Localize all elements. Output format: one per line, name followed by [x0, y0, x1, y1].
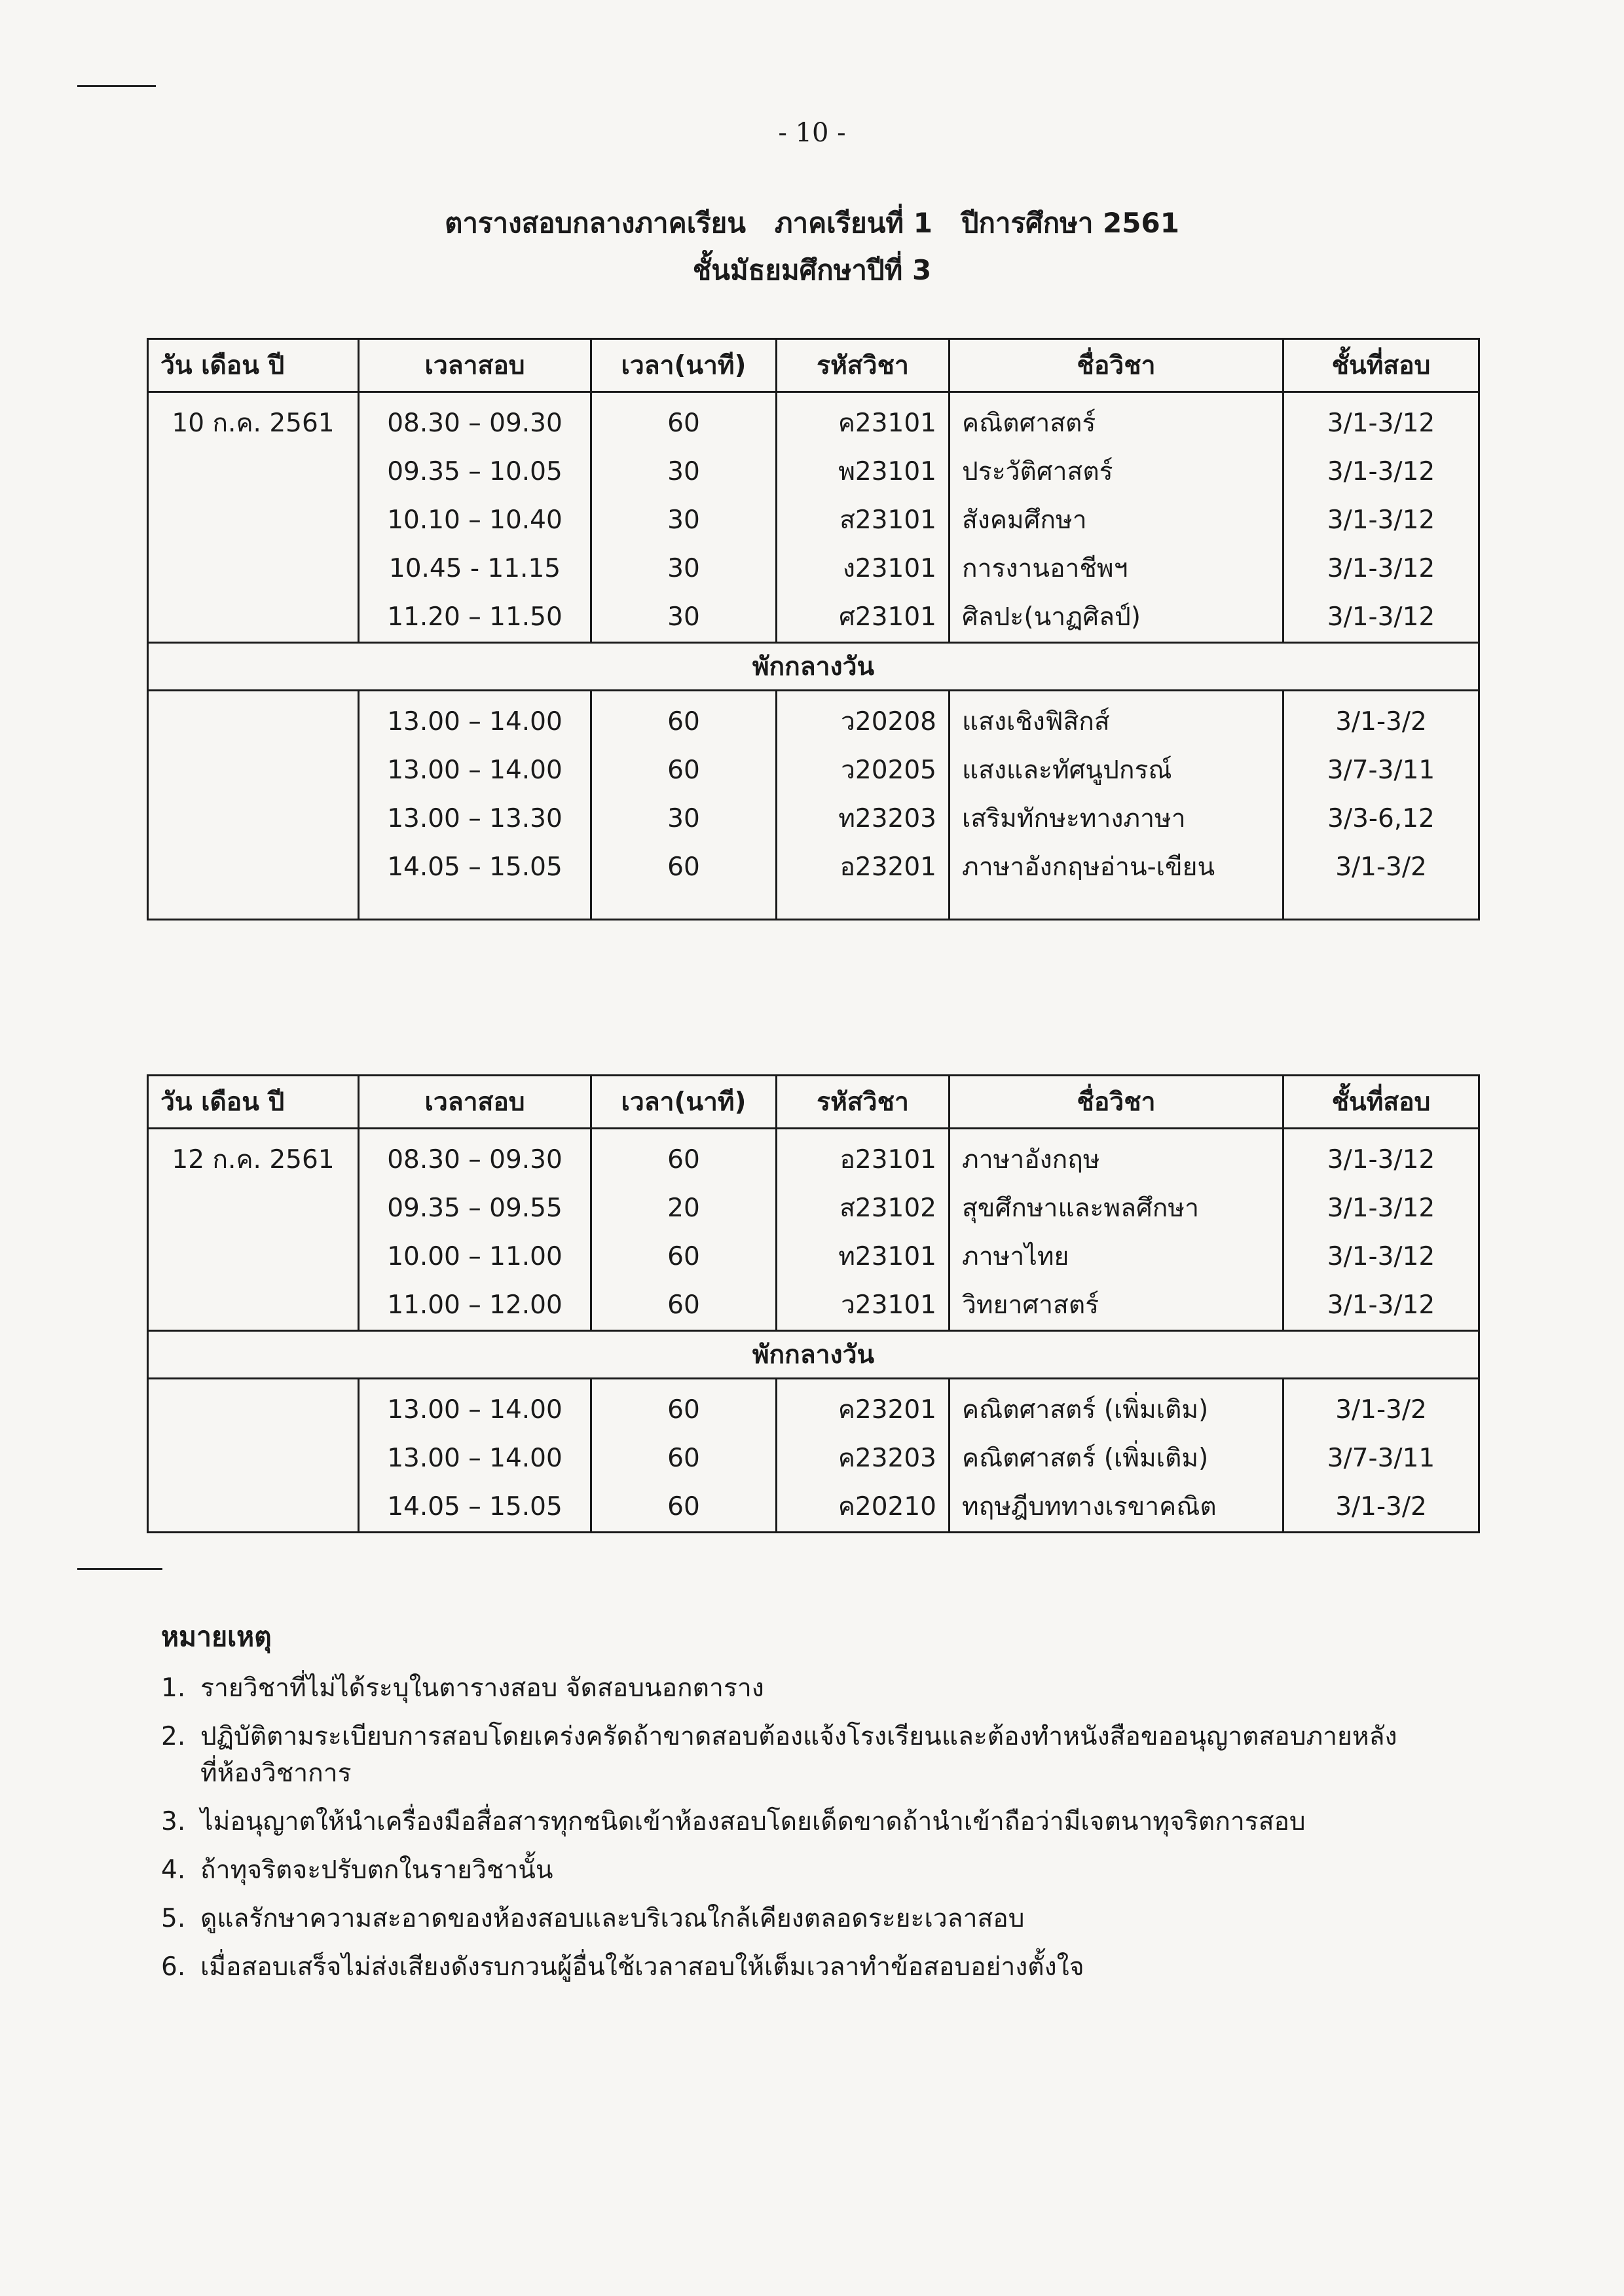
exam-time: 13.00 – 14.00: [387, 1395, 563, 1425]
time-cell: [359, 1379, 591, 1533]
exam-time: 13.00 – 14.00: [387, 1444, 563, 1473]
code-cell: [777, 1379, 950, 1533]
note-number: 2.: [161, 1722, 186, 1751]
note-item: [161, 1719, 1471, 1792]
exam-level: 3/7-3/11: [1327, 756, 1435, 785]
time-cell: [359, 392, 591, 643]
subject-code: ค23201: [838, 1395, 936, 1425]
table-row: [148, 691, 1479, 920]
table-row: [148, 1379, 1479, 1533]
header-subject: ชื่อวิชา: [950, 339, 1283, 392]
note-item: [161, 1804, 1471, 1840]
subject-code: ค20210: [838, 1492, 936, 1522]
subject-name: คณิตศาสตร์ (เพิ่มเติม): [962, 1395, 1209, 1425]
code-cell: [777, 691, 950, 920]
exam-level: 3/1-3/12: [1327, 1145, 1435, 1175]
exam-time: 11.00 – 12.00: [387, 1290, 563, 1320]
lunch-row: [148, 643, 1479, 691]
header-code: รหัสวิชา: [777, 1076, 950, 1129]
minutes-cell: [591, 691, 777, 920]
note-item: [161, 1670, 1471, 1707]
exam-level: 3/1-3/12: [1327, 602, 1435, 632]
subject-name: การงานอาชีพฯ: [962, 554, 1128, 583]
subject-name: ศิลปะ(นาฏศิลป์): [962, 602, 1141, 632]
exam-minutes: 60: [667, 852, 700, 882]
time-cell: [359, 1129, 591, 1331]
exam-minutes: 30: [667, 457, 700, 486]
header-minutes: เวลา(นาที): [591, 1076, 777, 1129]
notes-section: [161, 1616, 1471, 1997]
time-cell: [359, 691, 591, 920]
table-header-row: [148, 339, 1479, 392]
exam-minutes: 30: [667, 505, 700, 535]
exam-level: 3/1-3/12: [1327, 1242, 1435, 1271]
subject-name: วิทยาศาสตร์: [962, 1290, 1099, 1320]
subject-code: ส23102: [840, 1194, 936, 1223]
header-time: เวลาสอบ: [359, 339, 591, 392]
exam-time: 09.35 – 09.55: [387, 1194, 563, 1223]
subject-name: ภาษาอังกฤษอ่าน-เขียน: [962, 852, 1215, 882]
exam-time: 09.35 – 10.05: [387, 457, 563, 486]
header-subject: ชื่อวิชา: [950, 1076, 1283, 1129]
note-text: ปฏิบัติตามระเบียบการสอบโดยเคร่งครัดถ้าขาดสอบต้องแจ้งโรงเรียนและต้องทำหนังสือขออนุญาตสอบภายหลังที่ห้องวิชาการ: [200, 1722, 1397, 1788]
subject-code: ค23203: [838, 1444, 936, 1473]
exam-level: 3/3-6,12: [1327, 804, 1435, 833]
title-block: [0, 200, 1624, 294]
note-number: 6.: [161, 1952, 186, 1982]
header-minutes: เวลา(นาที): [591, 339, 777, 392]
exam-time: 13.00 – 14.00: [387, 756, 563, 785]
exam-level: 3/1-3/2: [1335, 1395, 1427, 1425]
level-cell: [1283, 1129, 1479, 1331]
subject-name: คณิตศาสตร์ (เพิ่มเติม): [962, 1444, 1209, 1473]
subject-code: ว23101: [841, 1290, 936, 1320]
exam-level: 3/1-3/2: [1335, 707, 1427, 737]
exam-time: 10.00 – 11.00: [387, 1242, 563, 1271]
exam-level: 3/1-3/12: [1327, 409, 1435, 438]
note-item: [161, 1949, 1471, 1986]
exam-time: 13.00 – 13.30: [387, 804, 563, 833]
lunch-break-label: พักกลางวัน: [148, 1331, 1479, 1379]
subject-cell: [950, 392, 1283, 643]
note-text: ดูแลรักษาความสะอาดของห้องสอบและบริเวณใกล้เคียงตลอดระยะเวลาสอบ: [200, 1904, 1025, 1933]
exam-minutes: 60: [667, 756, 700, 785]
subject-cell: [950, 1379, 1283, 1533]
level-cell: [1283, 691, 1479, 920]
minutes-cell: [591, 1129, 777, 1331]
exam-minutes: 60: [667, 1290, 700, 1320]
subject-name: เสริมทักษะทางภาษา: [962, 804, 1186, 833]
header-time: เวลาสอบ: [359, 1076, 591, 1129]
exam-table-day2: [147, 1074, 1480, 1533]
note-text: รายวิชาที่ไม่ได้ระบุในตารางสอบ จัดสอบนอกตาราง: [200, 1673, 764, 1703]
note-item: [161, 1852, 1471, 1889]
subject-name: แสงและทัศนูปกรณ์: [962, 756, 1172, 785]
date-cell: [148, 1129, 359, 1331]
subject-code: อ23101: [840, 1145, 936, 1175]
date-cell: [148, 1379, 359, 1533]
exam-time: 10.45 - 11.15: [388, 554, 561, 583]
exam-minutes: 20: [667, 1194, 700, 1223]
date-cell: [148, 392, 359, 643]
subject-code: ศ23101: [839, 602, 936, 632]
exam-minutes: 60: [667, 1492, 700, 1522]
note-text: เมื่อสอบเสร็จไม่ส่งเสียงดังรบกวนผู้อื่นใช้เวลาสอบให้เต็มเวลาทำข้อสอบอย่างตั้งใจ: [200, 1952, 1084, 1982]
page-title: ตารางสอบกลางภาคเรียน ภาคเรียนที่ 1 ปีการศึกษา 2561: [445, 207, 1179, 239]
subject-cell: [950, 691, 1283, 920]
exam-level: 3/1-3/12: [1327, 1194, 1435, 1223]
exam-minutes: 60: [667, 707, 700, 737]
subject-cell: [950, 1129, 1283, 1331]
subject-code: ว20208: [841, 707, 936, 737]
subject-code: ท23203: [838, 804, 936, 833]
subject-name: คณิตศาสตร์: [962, 409, 1096, 438]
code-cell: [777, 1129, 950, 1331]
table-header-row: [148, 1076, 1479, 1129]
subject-code: ท23101: [838, 1242, 936, 1271]
minutes-cell: [591, 392, 777, 643]
lunch-row: [148, 1331, 1479, 1379]
exam-minutes: 30: [667, 602, 700, 632]
exam-level: 3/1-3/12: [1327, 1290, 1435, 1320]
exam-time: 10.10 – 10.40: [387, 505, 563, 535]
exam-minutes: 30: [667, 554, 700, 583]
header-level: ชั้นที่สอบ: [1283, 339, 1479, 392]
exam-time: 13.00 – 14.00: [387, 707, 563, 737]
exam-minutes: 30: [667, 804, 700, 833]
date-cell: [148, 691, 359, 920]
subject-code: ว20205: [841, 756, 936, 785]
table-row: [148, 1129, 1479, 1331]
exam-level: 3/1-3/12: [1327, 505, 1435, 535]
subject-code: ค23101: [838, 409, 936, 438]
level-cell: [1283, 392, 1479, 643]
subject-name: ทฤษฎีบททางเรขาคณิต: [962, 1492, 1217, 1522]
exam-minutes: 60: [667, 1145, 700, 1175]
exam-level: 3/1-3/2: [1335, 1492, 1427, 1522]
note-item: [161, 1901, 1471, 1937]
exam-table-day1: [147, 338, 1480, 920]
exam-time: 08.30 – 09.30: [387, 1145, 563, 1175]
table-row: [148, 392, 1479, 643]
lunch-break-label: พักกลางวัน: [148, 643, 1479, 691]
subject-code: พ23101: [838, 457, 936, 486]
code-cell: [777, 392, 950, 643]
subject-name: ภาษาอังกฤษ: [962, 1145, 1100, 1175]
note-number: 4.: [161, 1855, 186, 1885]
page-subtitle: ชั้นมัธยมศึกษาปีที่ 3: [692, 254, 932, 286]
subject-name: แสงเชิงฟิสิกส์: [962, 707, 1110, 737]
page-number: - 10 -: [778, 118, 846, 148]
exam-time: 11.20 – 11.50: [387, 602, 563, 632]
header-date: วัน เดือน ปี: [148, 339, 359, 392]
exam-minutes: 60: [667, 409, 700, 438]
note-number: 5.: [161, 1904, 186, 1933]
header-level: ชั้นที่สอบ: [1283, 1076, 1479, 1129]
exam-minutes: 60: [667, 1444, 700, 1473]
note-number: 1.: [161, 1673, 186, 1703]
subject-code: ง23101: [842, 554, 936, 583]
exam-date: 12 ก.ค. 2561: [172, 1145, 335, 1175]
subject-code: ส23101: [840, 505, 936, 535]
scan-mark: [77, 85, 156, 87]
subject-name: สุขศึกษาและพลศึกษา: [962, 1194, 1200, 1223]
exam-level: 3/7-3/11: [1327, 1444, 1435, 1473]
exam-minutes: 60: [667, 1395, 700, 1425]
subject-name: ประวัติศาสตร์: [962, 457, 1113, 486]
minutes-cell: [591, 1379, 777, 1533]
notes-heading: หมายเหตุ: [161, 1621, 272, 1652]
exam-level: 3/1-3/2: [1335, 852, 1427, 882]
exam-minutes: 60: [667, 1242, 700, 1271]
exam-level: 3/1-3/12: [1327, 457, 1435, 486]
note-number: 3.: [161, 1807, 186, 1836]
note-text: ถ้าทุจริตจะปรับตกในรายวิชานั้น: [200, 1855, 553, 1885]
subject-name: ภาษาไทย: [962, 1242, 1069, 1271]
scan-mark: [77, 1568, 162, 1570]
header-date: วัน เดือน ปี: [148, 1076, 359, 1129]
subject-name: สังคมศึกษา: [962, 505, 1087, 535]
subject-code: อ23201: [840, 852, 936, 882]
exam-level: 3/1-3/12: [1327, 554, 1435, 583]
header-code: รหัสวิชา: [777, 339, 950, 392]
exam-date: 10 ก.ค. 2561: [172, 409, 335, 438]
exam-time: 14.05 – 15.05: [387, 1492, 563, 1522]
level-cell: [1283, 1379, 1479, 1533]
exam-time: 08.30 – 09.30: [387, 409, 563, 438]
exam-time: 14.05 – 15.05: [387, 852, 563, 882]
note-text: ไม่อนุญาตให้นำเครื่องมือสื่อสารทุกชนิดเข้าห้องสอบโดยเด็ดขาดถ้านำเข้าถือว่ามีเจตนาทุจริตการสอบ: [200, 1807, 1306, 1836]
